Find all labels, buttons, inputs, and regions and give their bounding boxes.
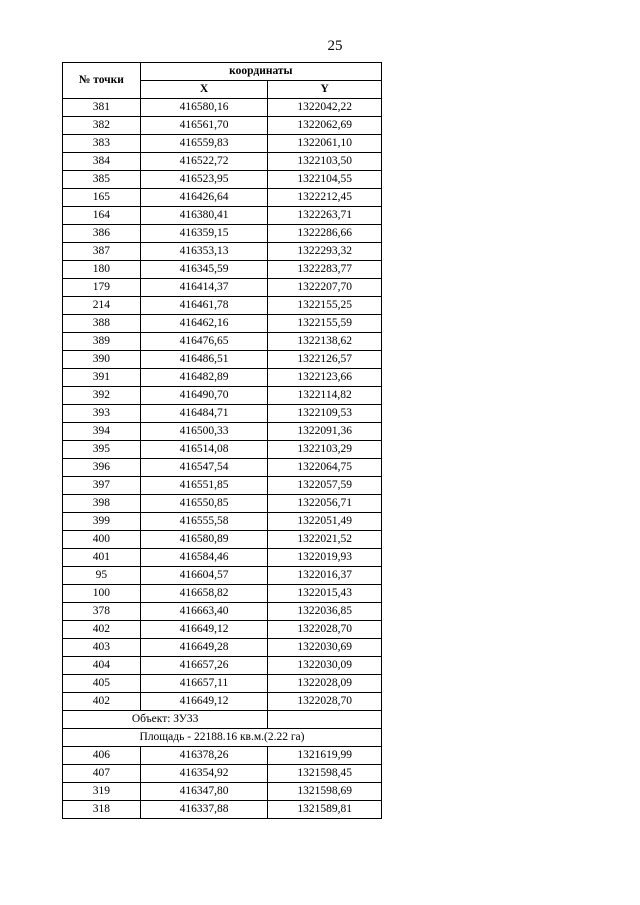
table-row <box>63 675 382 693</box>
point-number-cell: 389 <box>63 333 141 351</box>
x-cell: 416657,26 <box>140 657 268 675</box>
x-cell: 416580,89 <box>140 531 268 549</box>
point-number-cell: 404 <box>63 657 141 675</box>
table-row <box>63 567 382 585</box>
table-row <box>63 333 382 351</box>
x-cell: 416490,70 <box>140 387 268 405</box>
point-number-cell: 406 <box>63 747 141 765</box>
point-number-cell: 179 <box>63 279 141 297</box>
table-row <box>63 207 382 225</box>
table-row <box>63 261 382 279</box>
y-cell: 1322114,82 <box>268 387 382 405</box>
x-cell: 416523,95 <box>140 171 268 189</box>
area-label: Площадь - 22188.16 кв.м.(2.22 га) <box>63 729 382 747</box>
y-cell: 1322263,71 <box>268 207 382 225</box>
table-row <box>63 135 382 153</box>
point-number-cell: 100 <box>63 585 141 603</box>
point-number-cell: 402 <box>63 693 141 711</box>
x-cell: 416378,26 <box>140 747 268 765</box>
x-cell: 416547,54 <box>140 459 268 477</box>
object-info <box>63 711 382 747</box>
point-number-cell: 400 <box>63 531 141 549</box>
y-cell: 1322286,66 <box>268 225 382 243</box>
x-cell: 416649,12 <box>140 621 268 639</box>
x-cell: 416657,11 <box>140 675 268 693</box>
point-number-cell: 388 <box>63 315 141 333</box>
y-cell: 1321598,45 <box>268 765 382 783</box>
table-row <box>63 747 382 765</box>
x-cell: 416347,80 <box>140 783 268 801</box>
table-row <box>63 441 382 459</box>
table-row <box>63 423 382 441</box>
x-cell: 416345,59 <box>140 261 268 279</box>
x-cell: 416658,82 <box>140 585 268 603</box>
point-number-cell: 402 <box>63 621 141 639</box>
header-coordinates: координаты <box>140 63 381 81</box>
y-cell: 1322207,70 <box>268 279 382 297</box>
table-row <box>63 495 382 513</box>
point-number-cell: 394 <box>63 423 141 441</box>
x-cell: 416550,85 <box>140 495 268 513</box>
point-number-cell: 318 <box>63 801 141 819</box>
x-cell: 416559,83 <box>140 135 268 153</box>
y-cell: 1321598,69 <box>268 783 382 801</box>
x-cell: 416414,37 <box>140 279 268 297</box>
y-cell: 1322064,75 <box>268 459 382 477</box>
table-row <box>63 315 382 333</box>
point-number-cell: 399 <box>63 513 141 531</box>
x-cell: 416354,92 <box>140 765 268 783</box>
table-row <box>63 405 382 423</box>
table-row <box>63 171 382 189</box>
y-cell: 1322042,22 <box>268 99 382 117</box>
point-number-cell: 214 <box>63 297 141 315</box>
y-cell: 1322091,36 <box>268 423 382 441</box>
point-number-cell: 384 <box>63 153 141 171</box>
point-number-cell: 180 <box>63 261 141 279</box>
point-number-cell: 383 <box>63 135 141 153</box>
point-number-cell: 401 <box>63 549 141 567</box>
table-row <box>63 531 382 549</box>
point-number-cell: 378 <box>63 603 141 621</box>
table-row <box>63 297 382 315</box>
point-number-cell: 396 <box>63 459 141 477</box>
x-cell: 416426,64 <box>140 189 268 207</box>
point-number-cell: 381 <box>63 99 141 117</box>
y-cell: 1322056,71 <box>268 495 382 513</box>
y-cell: 1322212,45 <box>268 189 382 207</box>
coordinates-table <box>62 62 382 819</box>
x-cell: 416353,13 <box>140 243 268 261</box>
y-cell: 1322138,62 <box>268 333 382 351</box>
x-cell: 416476,65 <box>140 333 268 351</box>
x-cell: 416484,71 <box>140 405 268 423</box>
point-number-cell: 386 <box>63 225 141 243</box>
point-number-cell: 403 <box>63 639 141 657</box>
y-cell: 1322293,32 <box>268 243 382 261</box>
x-cell: 416461,78 <box>140 297 268 315</box>
table-row <box>63 153 382 171</box>
table-row <box>63 225 382 243</box>
y-cell: 1322019,93 <box>268 549 382 567</box>
table-row <box>63 639 382 657</box>
y-cell: 1322028,70 <box>268 693 382 711</box>
object-label: Объект: ЗУ33 <box>63 711 268 729</box>
y-cell: 1322062,69 <box>268 117 382 135</box>
x-cell: 416663,40 <box>140 603 268 621</box>
table-row <box>63 117 382 135</box>
x-cell: 416462,16 <box>140 315 268 333</box>
table-row <box>63 99 382 117</box>
table-row <box>63 477 382 495</box>
table-row <box>63 351 382 369</box>
x-cell: 416482,89 <box>140 369 268 387</box>
point-number-cell: 397 <box>63 477 141 495</box>
table-header <box>63 63 382 99</box>
table-row <box>63 621 382 639</box>
point-number-cell: 165 <box>63 189 141 207</box>
y-cell: 1322061,10 <box>268 135 382 153</box>
table-row <box>63 459 382 477</box>
y-cell: 1322028,09 <box>268 675 382 693</box>
header-y: Y <box>268 81 382 99</box>
point-number-cell: 387 <box>63 243 141 261</box>
y-cell: 1322126,57 <box>268 351 382 369</box>
point-number-cell: 164 <box>63 207 141 225</box>
point-number-cell: 391 <box>63 369 141 387</box>
x-cell: 416500,33 <box>140 423 268 441</box>
point-number-cell: 95 <box>63 567 141 585</box>
header-x: X <box>140 81 268 99</box>
table-row <box>63 279 382 297</box>
y-cell: 1321619,99 <box>268 747 382 765</box>
y-cell: 1322030,69 <box>268 639 382 657</box>
x-cell: 416555,58 <box>140 513 268 531</box>
x-cell: 416580,16 <box>140 99 268 117</box>
point-number-cell: 392 <box>63 387 141 405</box>
x-cell: 416584,46 <box>140 549 268 567</box>
point-number-cell: 405 <box>63 675 141 693</box>
point-number-cell: 393 <box>63 405 141 423</box>
y-cell: 1322283,77 <box>268 261 382 279</box>
y-cell: 1322109,53 <box>268 405 382 423</box>
y-cell: 1322104,55 <box>268 171 382 189</box>
table-row <box>63 603 382 621</box>
y-cell: 1322103,29 <box>268 441 382 459</box>
y-cell: 1322028,70 <box>268 621 382 639</box>
x-cell: 416649,12 <box>140 693 268 711</box>
x-cell: 416514,08 <box>140 441 268 459</box>
table-row <box>63 585 382 603</box>
object-empty-cell <box>268 711 382 729</box>
y-cell: 1322030,09 <box>268 657 382 675</box>
y-cell: 1322155,59 <box>268 315 382 333</box>
point-number-cell: 382 <box>63 117 141 135</box>
y-cell: 1322036,85 <box>268 603 382 621</box>
y-cell: 1322123,66 <box>268 369 382 387</box>
table-row <box>63 783 382 801</box>
y-cell: 1322021,52 <box>268 531 382 549</box>
table-body-a <box>63 99 382 711</box>
point-number-cell: 395 <box>63 441 141 459</box>
point-number-cell: 390 <box>63 351 141 369</box>
y-cell: 1322103,50 <box>268 153 382 171</box>
table-body-b <box>63 747 382 819</box>
x-cell: 416380,41 <box>140 207 268 225</box>
x-cell: 416486,51 <box>140 351 268 369</box>
x-cell: 416561,70 <box>140 117 268 135</box>
x-cell: 416337,88 <box>140 801 268 819</box>
y-cell: 1322057,59 <box>268 477 382 495</box>
point-number-cell: 398 <box>63 495 141 513</box>
table-row <box>63 693 382 711</box>
x-cell: 416359,15 <box>140 225 268 243</box>
point-number-cell: 319 <box>63 783 141 801</box>
x-cell: 416551,85 <box>140 477 268 495</box>
table-row <box>63 387 382 405</box>
y-cell: 1322015,43 <box>268 585 382 603</box>
page-number: 25 <box>327 38 343 54</box>
y-cell: 1321589,81 <box>268 801 382 819</box>
table-row <box>63 369 382 387</box>
y-cell: 1322051,49 <box>268 513 382 531</box>
table-row <box>63 657 382 675</box>
table-row <box>63 189 382 207</box>
header-point-number: № точки <box>63 63 141 99</box>
table-row <box>63 765 382 783</box>
table-row <box>63 513 382 531</box>
x-cell: 416649,28 <box>140 639 268 657</box>
table-row <box>63 549 382 567</box>
table-row <box>63 243 382 261</box>
x-cell: 416522,72 <box>140 153 268 171</box>
point-number-cell: 407 <box>63 765 141 783</box>
x-cell: 416604,57 <box>140 567 268 585</box>
y-cell: 1322155,25 <box>268 297 382 315</box>
point-number-cell: 385 <box>63 171 141 189</box>
table-row <box>63 801 382 819</box>
y-cell: 1322016,37 <box>268 567 382 585</box>
